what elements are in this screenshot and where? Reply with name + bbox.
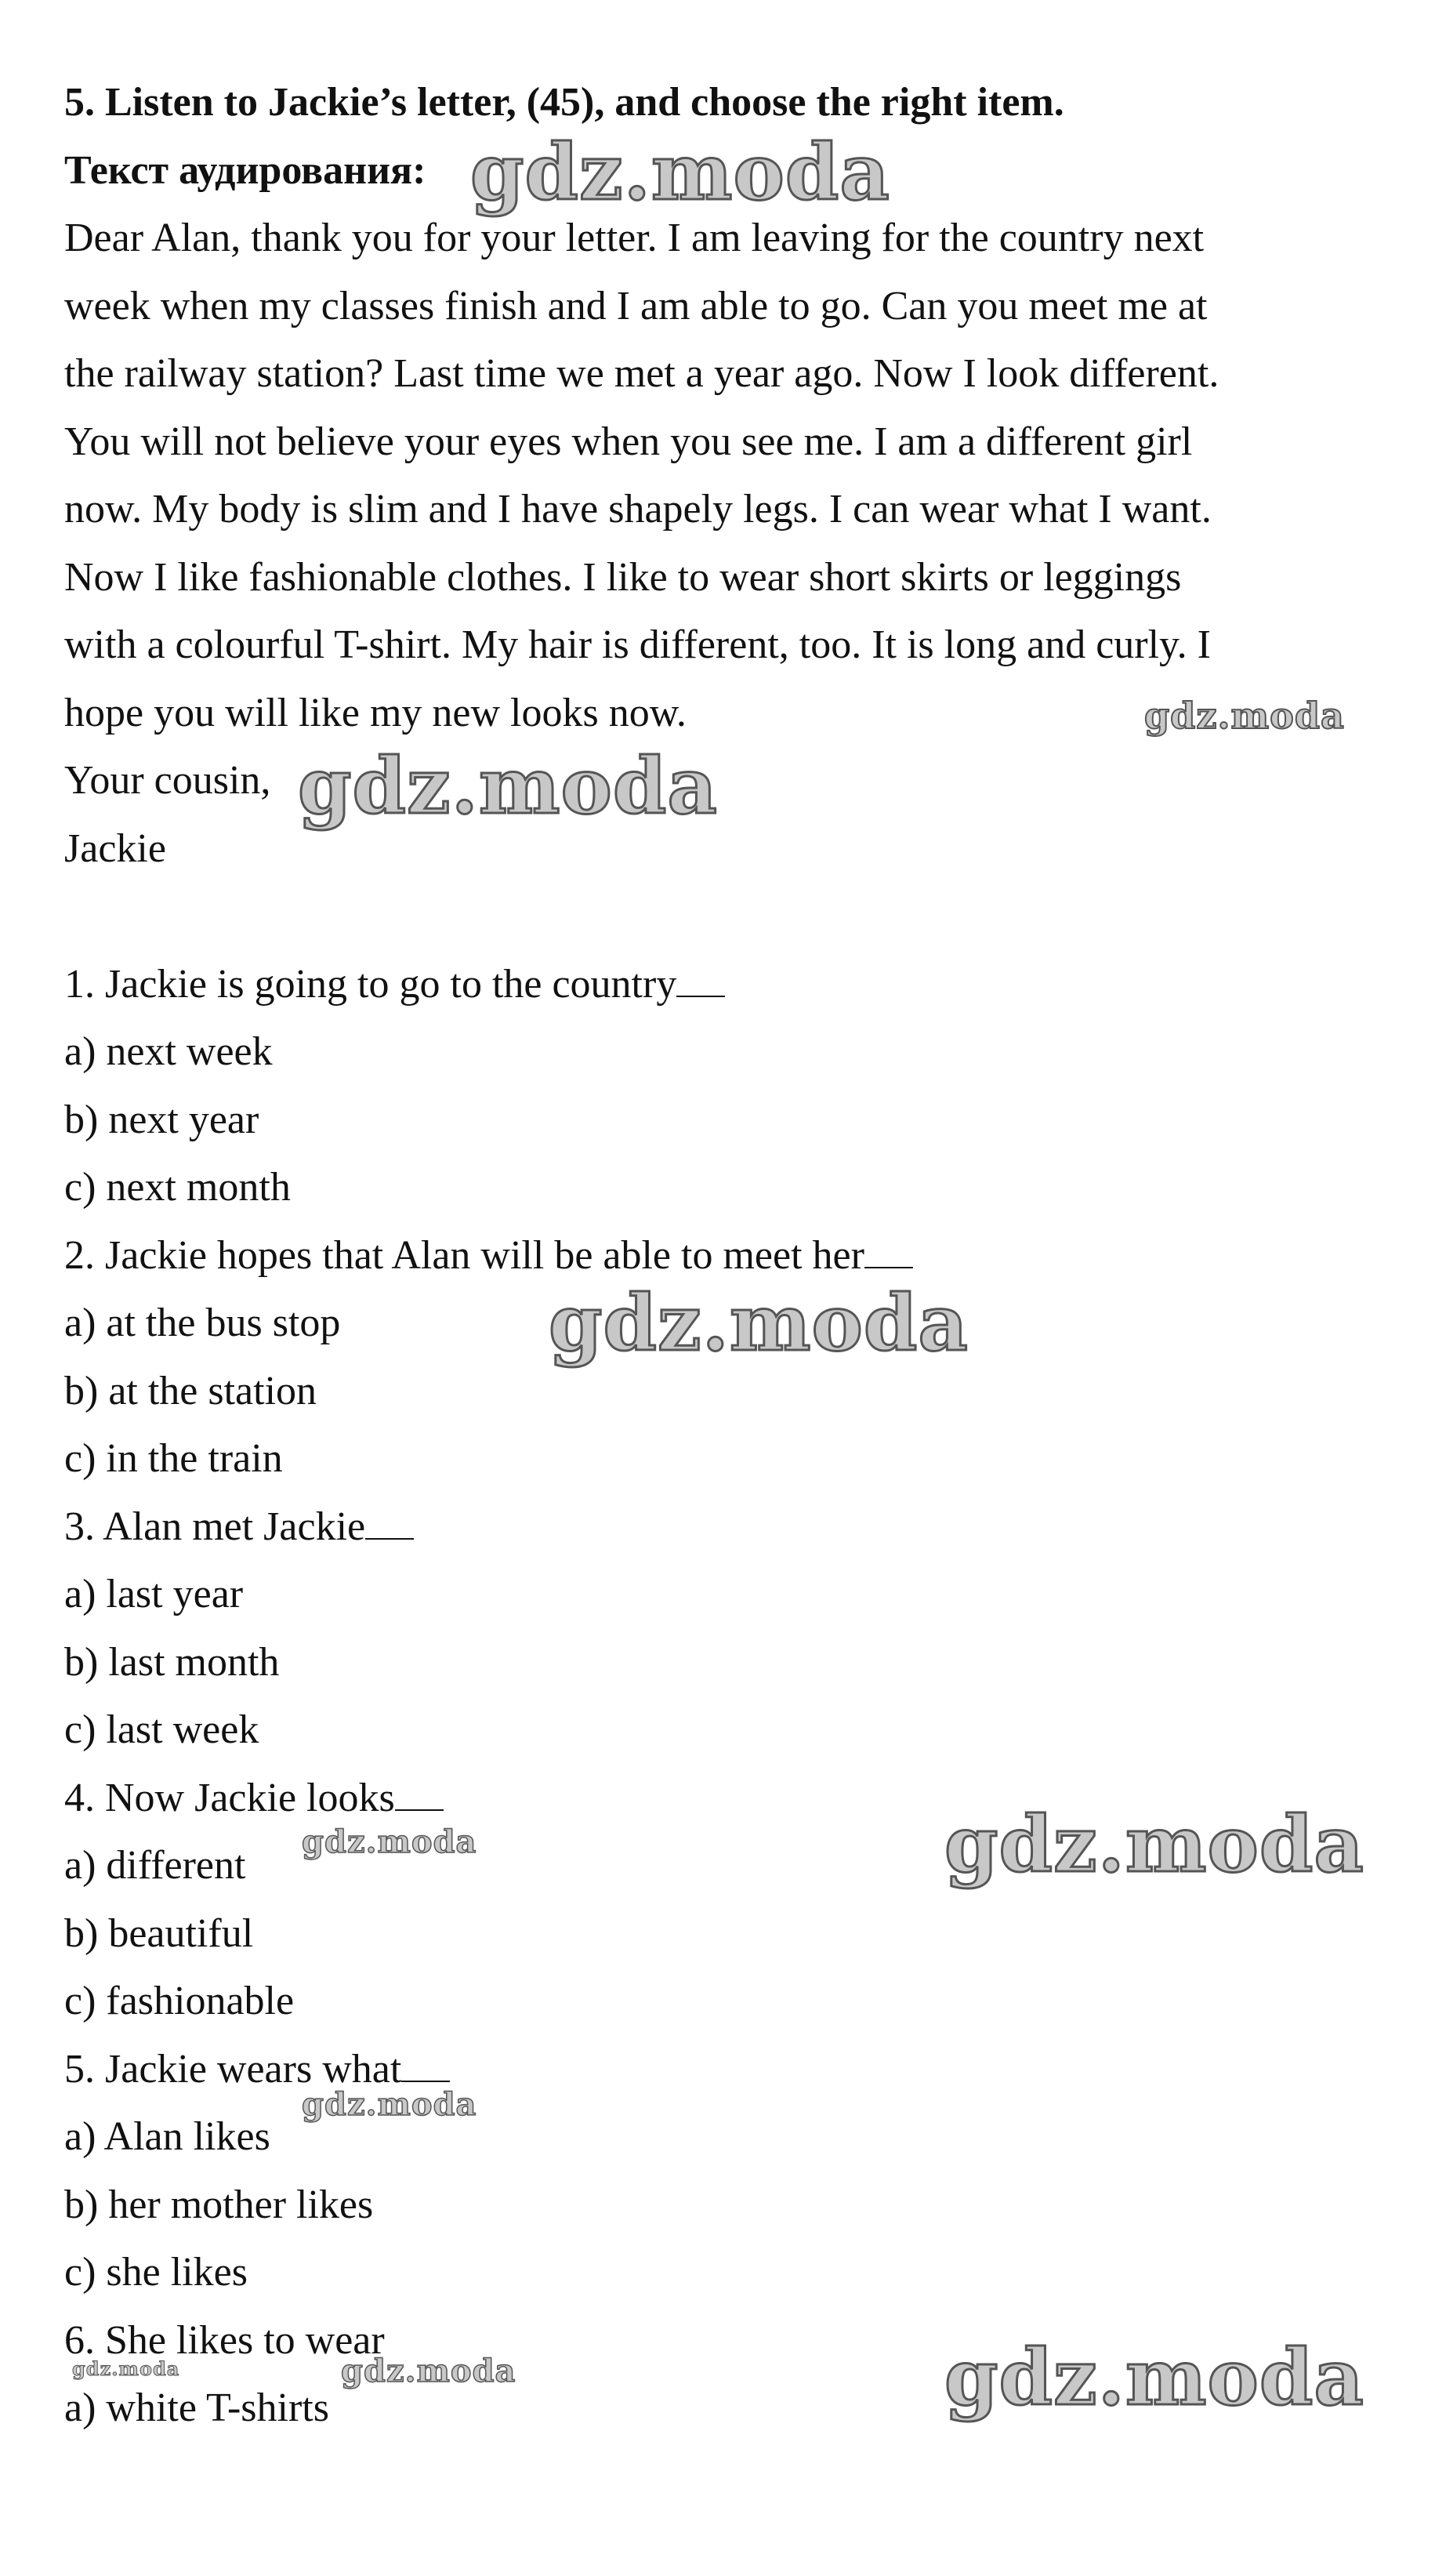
option: a) Alan likes (64, 2114, 270, 2159)
question-text: 2. Jackie hopes that Alan will be able to meet her (64, 1232, 864, 1278)
letter-line: with a colourful T-shirt. My hair is different, too. It is long and curly. I (64, 622, 1211, 667)
option: c) next month (64, 1165, 291, 1210)
watermark: gdz.moda (302, 1823, 477, 1860)
question-1 (64, 951, 1397, 1019)
option: a) next week (64, 1029, 273, 1074)
spacer (64, 883, 1397, 951)
option: a) at the bus stop (64, 1301, 341, 1345)
answer-blank (864, 1259, 913, 1268)
option: a) different (64, 1843, 246, 1888)
letter-line: You will not believe your eyes when you see me. I am a different girl (64, 419, 1193, 464)
exercise-heading: 5. Listen to Jackie’s letter, (45), and choose the right item. (64, 80, 1064, 125)
letter-text (64, 205, 1397, 747)
option: c) last week (64, 1707, 259, 1752)
option: c) in the train (64, 1436, 283, 1481)
watermark: gdz.moda (72, 2357, 180, 2380)
letter-closing: Your cousin, (64, 758, 271, 803)
option: b) last month (64, 1639, 280, 1685)
option: b) her mother likes (64, 2182, 374, 2227)
letter-line: Now I like fashionable clothes. I like to wear short skirts or leggings (64, 554, 1182, 600)
option: b) next year (64, 1097, 259, 1142)
watermark: gdz.moda (470, 128, 890, 218)
option: b) beautiful (64, 1910, 254, 1956)
watermark: gdz.moda (341, 2353, 516, 2389)
letter-line: week when my classes finish and I am able to go. Can you meet me at (64, 283, 1208, 328)
watermark: gdz.moda (298, 742, 718, 832)
answer-blank (676, 988, 725, 997)
option: b) at the station (64, 1368, 317, 1413)
option: c) she likes (64, 2250, 248, 2295)
question-text: 5. Jackie wears what (64, 2046, 402, 2092)
document-page (64, 69, 1397, 2443)
exercise-subheading: Текст аудирования: (64, 147, 426, 193)
watermark: gdz.moda (302, 2086, 477, 2123)
answer-blank (401, 2073, 450, 2082)
answer-blank (365, 1530, 414, 1540)
question-text: 6. She likes to wear (64, 2317, 385, 2363)
question-3 (64, 1493, 1397, 1562)
letter-line: Dear Alan, thank you for your letter. I am leaving for the country next (64, 216, 1205, 260)
watermark: gdz.moda (944, 2333, 1364, 2423)
answer-blank (395, 1801, 444, 1811)
letter-line: hope you will like my new looks now. (64, 690, 687, 735)
letter-line: now. My body is slim and I have shapely legs. I can wear what I want. (64, 487, 1212, 532)
watermark: gdz.moda (1144, 695, 1345, 737)
watermark: gdz.moda (549, 1279, 969, 1369)
letter-line: the railway station? Last time we met a year ago. Now I look different. (64, 351, 1219, 396)
question-5 (64, 2036, 1397, 2104)
letter-signature: Jackie (64, 825, 166, 871)
question-text: 3. Alan met Jackie (64, 1504, 366, 1549)
option: c) fashionable (64, 1979, 295, 2023)
watermark: gdz.moda (944, 1800, 1364, 1890)
option: a) white T-shirts (64, 2386, 329, 2430)
option: a) last year (64, 1572, 244, 1616)
question-text: 1. Jackie is going to go to the country (64, 961, 677, 1007)
question-text: 4. Now Jackie looks (64, 1775, 395, 1820)
